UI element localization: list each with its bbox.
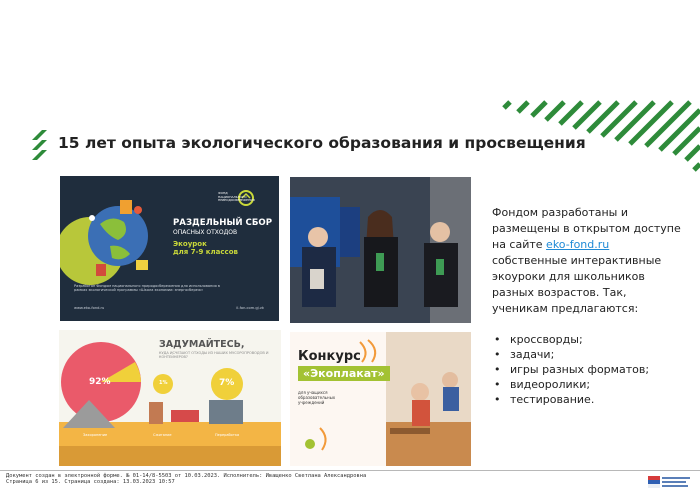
recycling-percent: 7% [219,378,235,388]
contest-title: Конкурс [298,349,361,364]
poster-website: www.eko-fond.ru [74,306,105,310]
poster-subheading: ОПАСНЫХ ОТХОДОВ [173,229,238,236]
contest-name-badge: «Экоплакат» [298,366,390,381]
burning-label: Сжигание [153,433,172,437]
poster-heading: РАЗДЕЛЬНЫЙ СБОР [173,218,273,228]
title-stripes-decoration [32,130,54,162]
recycling-label: Переработка [215,433,240,437]
lessons-description: Фондом разработаны и размещены в открытом доступе на сайте eko-fond.ru собственные интерактивные экоуроки для школьников разных возрастов. Так, ученикам предлагаются: [492,206,681,315]
burning-percent: 1% [159,380,168,386]
landfill-percent: 92% [89,377,111,387]
organization-logo [648,474,692,490]
list-item: • задачи; [492,347,649,362]
poster-footer [74,306,264,310]
students-photo-image [290,177,471,323]
waste-infographic [59,330,281,466]
footer-line-1: Документ создан в электронной форме. № 01-14/8-5503 от 10.03.2023. Исполнитель: Иващенко Светлана Александровна [6,473,367,479]
list-item: • игры разных форматов; [492,362,649,377]
footer-line-2: Страница 6 из 15. Страница создана: 13.03.2023 10:57 [6,479,175,486]
poster-lesson-label: Экоурок для 7-9 классов [173,240,238,256]
activity-list [492,332,649,407]
contest-subtitle: для учащихся образовательных учреждений [298,390,336,405]
infographic-title: ЗАДУМАЙТЕСЬ, [159,339,245,350]
corner-stripes-decoration [500,98,700,208]
ecoposter-contest-banner [290,332,471,466]
poster-email: il-fon.com.gj.vk [236,306,264,310]
list-item: • кроссворды; [492,332,649,347]
eco-lesson-poster [60,176,279,321]
eko-fond-link[interactable]: eko-fond.ru [546,238,610,251]
infographic-subtitle: КУДА ИСЧЕЗАЮТ ОТХОДЫ ИЗ НАШИХ МУСОРОПРОВОДОВ И КОНТЕЙНЕРОВ? [159,351,269,359]
students-award-photo [290,177,471,323]
slide-title: 15 лет опыта экологического образования и просвещения [58,134,586,152]
poster-description: Разработан Фондом национального природосбережения для использования в рамках экологической программы «Школа экономии: энергосбереж» [74,284,220,293]
footer-divider [0,470,700,471]
list-item: • тестирование. [492,392,649,407]
list-item: • видеоролики; [492,377,649,392]
fund-logo-text: ФОНД НАЦИОНАЛЬНОГО ПРИРОДОСБЕРЕЖЕНИЯ [218,191,255,203]
landfill-label: Захоронение [83,433,108,437]
document-footer [6,473,526,485]
